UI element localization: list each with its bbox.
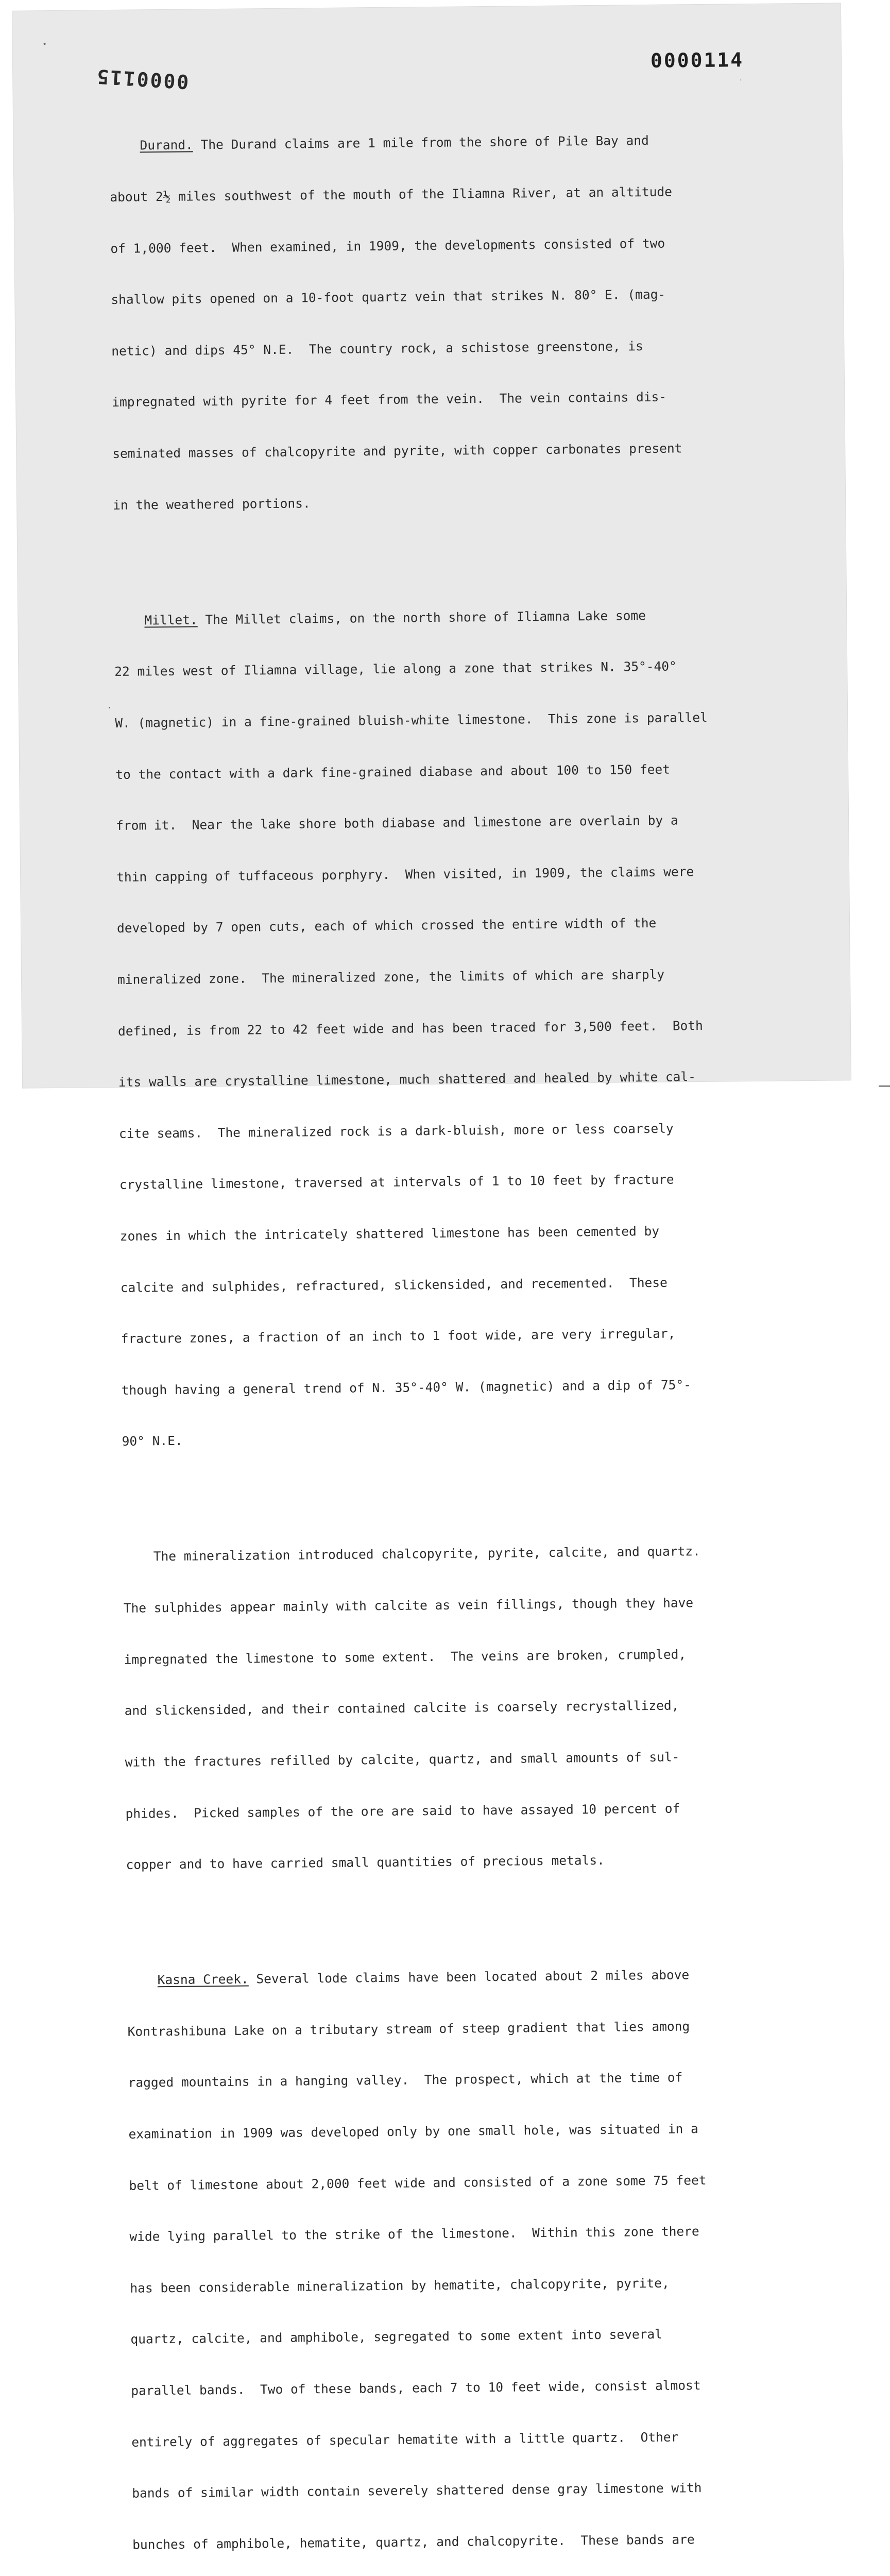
text-line: wide lying parallel to the strike of the limestone. Within this zone there [129,2224,699,2244]
text-line: in the weathered portions. [113,495,311,513]
text-line: The Millet claims, on the north shore of Iliamna Lake some [197,607,646,628]
text-line: from it. Near the lake shore both diabase and limestone are overlain by a [116,812,678,834]
inverted-page-number-stamp: 0000115 [95,64,190,93]
text-line: mineralized zone. The mineralized zone, the limits of which are sharply [117,967,665,987]
text-line: quartz, calcite, and amphibole, segregated to some extent into several [130,2327,663,2347]
text-line: of 1,000 feet. When examined, in 1909, the developments consisted of two [110,235,665,256]
document-body [109,96,820,2576]
text-line: 90° N.E. [122,1433,183,1449]
text-line: and slickensided, and their contained calcite is coarsely recrystallized, [124,1698,679,1719]
text-line: Several lode claims have been located about 2 miles above [248,1967,690,1987]
text-line: ragged mountains in a hanging valley. The prospect, which at the time of [128,2070,683,2091]
text-line: thin capping of tuffaceous porphyry. When visited, in 1909, the claims were [116,863,694,885]
text-line: The sulphides appear mainly with calcite as vein fillings, though they have [123,1595,694,1616]
text-line: about 2½ miles southwest of the mouth of the Iliamna River, at an altitude [110,184,673,205]
paragraph-millet [114,571,808,1484]
paragraph-durand [109,96,798,548]
text-line: 22 miles west of Iliamna village, lie along a zone that strikes N. 35°-40° [114,658,677,680]
text-line: calcite and sulphides, refractured, slickensided, and recemented. These [120,1275,668,1295]
text-line: netic) and dips 45° N.E. The country rock, a schistose greenstone, is [111,338,643,359]
scan-speck [44,43,46,45]
text-line: to the contact with a dark fine-grained diabase and about 100 to 150 feet [115,761,671,782]
page-number-stamp: 0000114 [650,48,744,72]
text-line: shallow pits opened on a 10-foot quartz vein that strikes N. 80° E. (mag- [111,286,666,308]
text-line: The mineralization introduced chalcopyrite, pyrite, calcite, and quartz. [123,1544,700,1565]
text-line: developed by 7 open cuts, each of which crossed the entire width of the [116,916,657,936]
scanned-page [12,3,851,2552]
text-line: fracture zones, a fraction of an inch to 1 foot wide, are very irregular, [121,1326,676,1347]
scan-speck [109,707,110,708]
text-line: though having a general trend of N. 35°-40° W. (magnetic) and a dip of 75°- [121,1377,692,1398]
text-line: defined, is from 22 to 42 feet wide and has been traced for 3,500 feet. Both [117,1018,703,1039]
text-line: its walls are crystalline limestone, much shattered and healed by white cal- [118,1069,696,1090]
text-line: crystalline limestone, traversed at intervals of 1 to 10 feet by fracture [119,1172,674,1193]
text-line: bands of similar width contain severely shattered dense gray limestone with [132,2480,702,2501]
paragraph-mineralization [123,1507,811,1907]
text-line: belt of limestone about 2,000 feet wide and consisted of a zone some 75 feet [129,2172,707,2193]
text-line: W. (magnetic) in a fine-grained bluish-white limestone. This zone is parallel [115,709,708,731]
text-line: bunches of amphibole, hematite, quartz, and chalcopyrite. These bands are [132,2532,695,2552]
text-line: examination in 1909 was developed only by one small hole, was situated in a [128,2121,698,2142]
scan-speck [740,79,741,80]
text-line: cite seams. The mineralized rock is a dark-bluish, more or less coarsely [118,1121,674,1141]
scan-edge-mark [879,1086,890,1087]
text-line: impregnated the limestone to some extent. The veins are broken, crumpled, [124,1647,687,1667]
text-line: The Durand claims are 1 mile from the shore of Pile Bay and [193,133,649,152]
text-line: has been considerable mineralization by hematite, chalcopyrite, pyrite, [130,2275,670,2296]
text-line: with the fractures refilled by calcite, quartz, and small amounts of sul- [125,1749,680,1770]
text-line: impregnated with pyrite for 4 feet from the vein. The vein contains dis- [112,389,667,410]
text-line: Kontrashibuna Lake on a tributary stream of steep gradient that lies among [127,2019,690,2039]
heading-durand: Durand. [140,137,193,153]
text-line: parallel bands. Two of these bands, each 7 to 10 feet wide, consist almost [131,2378,701,2398]
text-line: seminated masses of chalcopyrite and pyrite, with copper carbonates present [112,440,682,462]
text-line: zones in which the intricately shattered limestone has been cemented by [119,1223,660,1244]
text-line: phides. Picked samples of the ore are said to have assayed 10 percent of [125,1800,680,1821]
heading-kasna-creek: Kasna Creek. [157,1971,249,1988]
text-line: entirely of aggregates of specular hematite with a little quartz. Other [131,2429,679,2450]
heading-millet: Millet. [144,612,198,628]
paragraph-kasna-creek [127,1931,820,2576]
text-line: copper and to have carried small quantities of precious metals. [126,1853,605,1872]
